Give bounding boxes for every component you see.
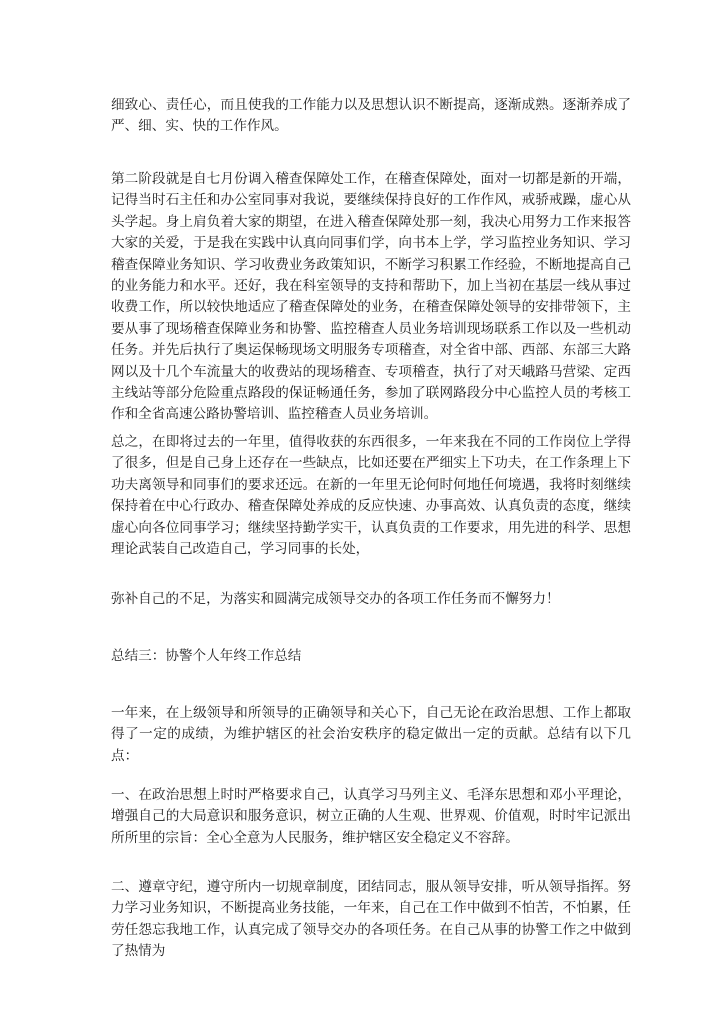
section-heading: 总结三：协警个人年终工作总结 — [111, 648, 302, 664]
paragraph-intro: 一年来，在上级领导和所领导的正确领导和关心下，自己无论在政治思想、工作上都取得了一定的成绩，为维护辖区的社会治安秩序的稳定做出一定的贡献。总结有以下几点： — [111, 705, 631, 764]
paragraph-work-style: 细致心、责任心，而且使我的工作能力以及思想认识不断提高，逐渐成熟。逐渐养成了严、细、实、快的工作作风。 — [111, 97, 631, 135]
paragraph-point-one: 一、在政治思想上时时严格要求自己，认真学习马列主义、毛泽东思想和邓小平理论，增强自己的大局意识和服务意识，树立正确的人生观、世界观、价值观，时时牢记派出所所里的宗旨：全心全意为人民服务，维护辖区安全稳定义不容辞。 — [111, 787, 631, 846]
paragraph-point-two: 二、遵章守纪，遵守所内一切规章制度，团结同志，服从领导安排，听从领导指挥。努力学习业务知识，不断提高业务技能，一年来，自己在工作中做到不怕苦，不怕累，任劳任怨忘我地工作，认真完成了领导交办的各项任务。在自己从事的协警工作之中做到了热情为 — [111, 879, 631, 960]
paragraph-closing: 弥补自己的不足，为落实和圆满完成领导交办的各项工作任务而不懈努力！ — [111, 591, 560, 607]
paragraph-summary: 总之，在即将过去的一年里，值得收获的东西很多，一年来我在不同的工作岗位上学得了很多，但是自己身上还存在一些缺点，比如还要在严细实上下功夫，在工作条理上下功夫离领导和同事们的要求还远。在新的一年里无论何时何地任何境遇，我将时刻继续保持着在中心行政办、稽查保障处养成的反应快速、办事高效、认真负责的态度，继续虚心向各位同事学习；继续坚持勤学实干，认真负责的工作要求，用先进的科学、思想理论武装自己改造自己，学习同事的长处， — [111, 434, 631, 558]
paragraph-second-stage: 第二阶段就是自七月份调入稽查保障处工作，在稽查保障处，面对一切都是新的开端，记得当时石主任和办公室同事对我说，要继续保持良好的工作作风，戒骄戒躁，虚心从头学起。身上肩负着大家的期望，在进入稽查保障处那一刻，我决心用努力工作来报答大家的关爱，于是我在实践中认真向同事们学，向书本上学，学习监控业务知识、学习稽查保障业务知识、学习收费业务政策知识，不断学习积累工作经验，不断地提高自己的业务能力和水平。还好，我在科室领导的支持和帮助下，加上当初在基层一线从事过收费工作，所以较快地适应了稽查保障处的业务，在稽查保障处领导的安排带领下，主要从事了现场稽查保障业务和协警、监控稽查人员业务培训现场联系工作以及一些机动任务。并先后执行了奥运保畅现场文明服务专项稽查，对全省中部、西部、东部三大路网以及十几个车流量大的收费站的现场稽查、专项稽查，执行了对天峨路马营梁、定西主线站等部分危险重点路段的保证畅通任务，参加了联网路段分中心监控人员的考核工作和全省高速公路协警培训、监控稽查人员业务培训。 — [111, 171, 631, 423]
